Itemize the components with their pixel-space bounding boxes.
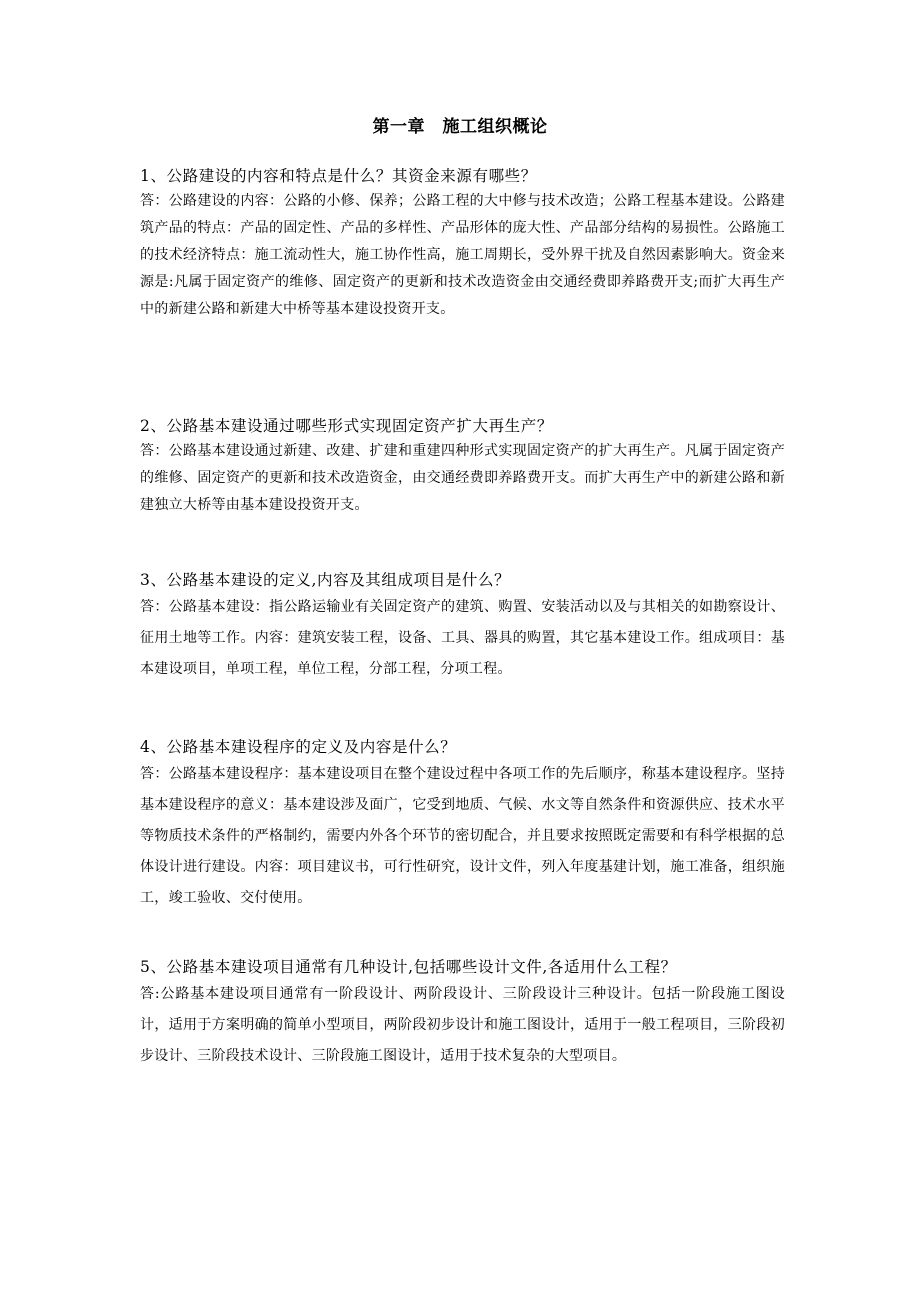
question-text: 4、公路基本建设程序的定义及内容是什么？ — [140, 738, 457, 756]
answer-text: 答:公路基本建设项目通常有一阶段设计、两阶段设计、三阶段设计三种设计。包括一阶段施工图设计，适用于方案明确的简单小型项目，两阶段初步设计和施工图设计，适用于一般工程项目，三阶段初步设计、三阶段技术设计、三阶段施工图设计，适用于技术复杂的大型项目。 — [140, 986, 785, 1064]
qa-item — [140, 164, 785, 323]
qa-item — [140, 735, 785, 914]
question-text: 1、公路建设的内容和特点是什么？其资金来源有哪些？ — [140, 167, 537, 185]
qa-item — [140, 568, 785, 685]
qa-item — [140, 414, 785, 519]
qa-item — [140, 955, 785, 1072]
answer-text: 答：公路基本建设：指公路运输业有关固定资产的建筑、购置、安装活动以及与其相关的如勘察设计、征用土地等工作。内容：建筑安装工程，设备、工具、器具的购置，其它基本建设工作。组成项目：基本建设项目，单项工程，单位工程，分部工程，分项工程。 — [140, 599, 785, 677]
question-text: 3、公路基本建设的定义,内容及其组成项目是什么？ — [140, 571, 511, 589]
answer-text: 答：公路建设的内容：公路的小修、保养；公路工程的大中修与技术改造；公路工程基本建设。公路建筑产品的特点：产品的固定性、产品的多样性、产品形体的庞大性、产品部分结构的易损性。公路施工的技术经济特点：施工流动性大，施工协作性高，施工周期长，受外界干扰及自然因素影响大。资金来源是:凡属于固定资产的维修、固定资产的更新和技术改造资金由交通经费即养路费开支;而扩大再生产中的新建公路和新建大中桥等基本建设投资开支。 — [140, 193, 785, 317]
answer-text: 答：公路基本建设程序：基本建设项目在整个建设过程中各项工作的先后顺序，称基本建设程序。坚持基本建设程序的意义：基本建设涉及面广，它受到地质、气候、水文等自然条件和资源供应、技术水平等物质技术条件的严格制约，需要内外各个环节的密切配合，并且要求按照既定需要和有科学根据的总体设计进行建设。内容：项目建议书，可行性研究，设计文件，列入年度基建计划，施工准备，组织施工，竣工验收、交付使用。 — [140, 766, 785, 906]
question-text: 5、公路基本建设项目通常有几种设计,包括哪些设计文件,各适用什么工程？ — [140, 958, 677, 976]
question-text: 2、公路基本建设通过哪些形式实现固定资产扩大再生产？ — [140, 417, 553, 435]
answer-text: 答：公路基本建设通过新建、改建、扩建和重建四种形式实现固定资产的扩大再生产。凡属于固定资产的维修、固定资产的更新和技术改造资金，由交通经费即养路费开支。而扩大再生产中的新建公路和新建独立大桥等由基本建设投资开支。 — [140, 443, 785, 513]
chapter-title: 第一章 施工组织概论 — [372, 117, 548, 137]
